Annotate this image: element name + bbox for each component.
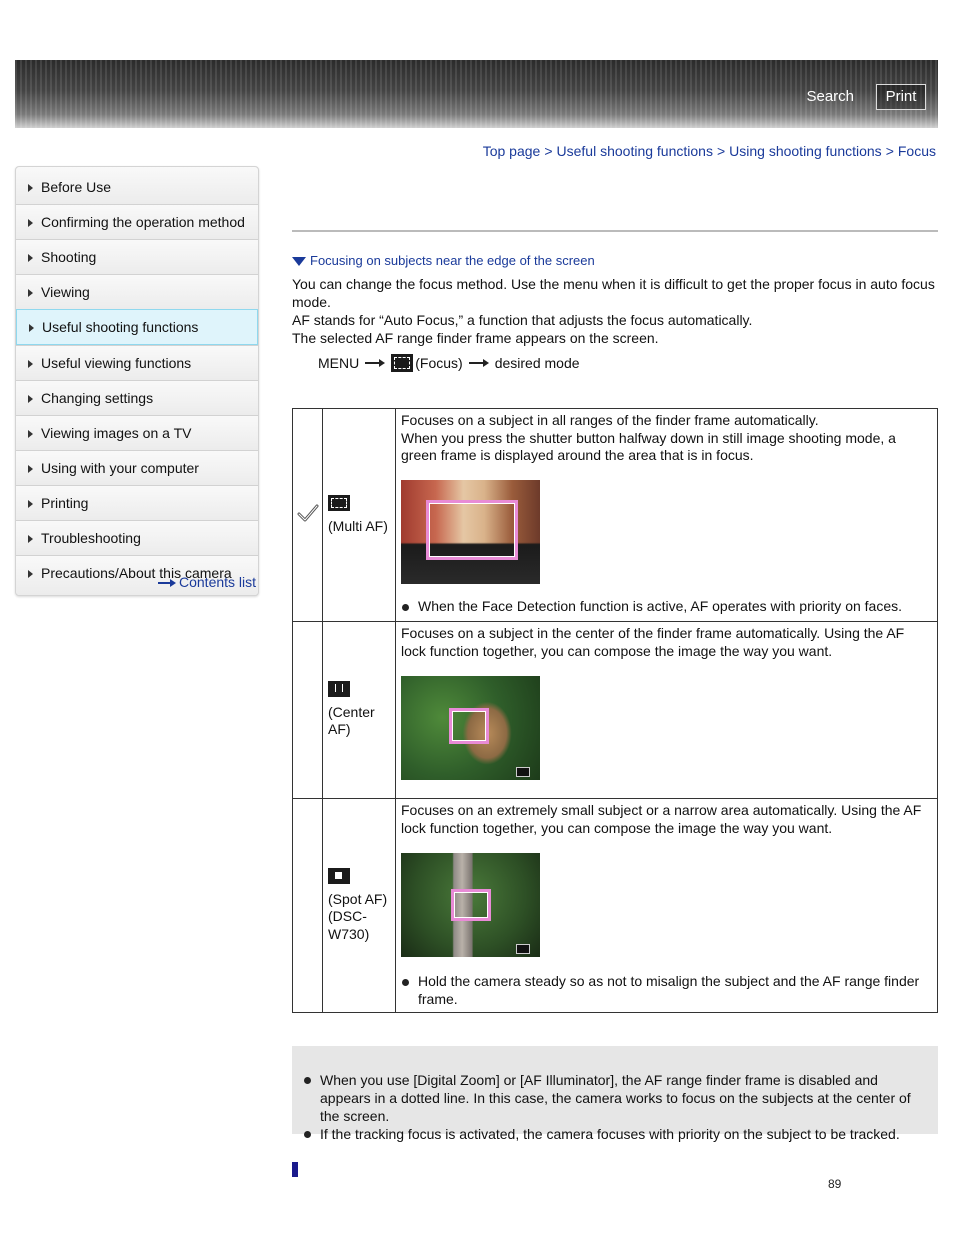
menu-path (318, 354, 580, 372)
breadcrumb-top-page[interactable]: Top page (482, 143, 541, 159)
sidebar-item-viewing[interactable] (16, 274, 258, 309)
print-button[interactable]: Print (876, 84, 926, 110)
arrow-right-icon (28, 465, 33, 473)
title-divider (292, 230, 938, 232)
search-button[interactable]: Search (806, 88, 854, 105)
section-link-edge-focus[interactable] (292, 253, 595, 268)
header-bar (15, 60, 938, 128)
intro-paragraph: You can change the focus method. Use the menu when it is difficult to get the proper focus in auto focus mode. (292, 276, 935, 310)
sidebar-item-shooting[interactable] (16, 239, 258, 274)
arrow-right-icon (28, 360, 33, 368)
check-icon (297, 503, 319, 523)
sidebar-item-label: Confirming the operation method (41, 214, 245, 230)
menu-label: MENU (318, 355, 360, 371)
triangle-down-icon (292, 257, 306, 266)
sidebar-nav (15, 166, 259, 596)
sidebar-item-label: Useful shooting functions (42, 319, 199, 335)
notes-box (292, 1046, 938, 1142)
mode-note: When the Face Detection function is active, AF operates with priority on faces. (401, 598, 932, 616)
contents-list-link[interactable] (158, 574, 256, 590)
breadcrumb-useful-shooting[interactable]: Useful shooting functions (556, 143, 713, 159)
arrow-right-icon (28, 430, 33, 438)
sidebar-item-label: Before Use (41, 179, 112, 195)
desired-mode-label: desired mode (494, 355, 580, 371)
mode-description: Focuses on a subject in the center of the finder frame automatically. Using the AF lock function together, you can compose the image the way you want. (401, 625, 905, 659)
table-row (293, 622, 938, 799)
description-cell (396, 409, 938, 622)
breadcrumb-focus[interactable]: Focus (897, 143, 936, 159)
arrow-right-icon (28, 289, 33, 297)
mode-description: Focuses on a subject in all ranges of the finder frame automatically. When you press the shutter button halfway down in still image shooting mode, a green frame is displayed around the area that is in focus. (401, 412, 896, 463)
breadcrumb-separator: > (544, 143, 553, 159)
spot-af-icon (516, 944, 530, 954)
af-frame (449, 708, 489, 744)
section-marker (292, 1162, 298, 1177)
focus-label: (Focus) (415, 355, 463, 371)
af-frame (426, 500, 518, 560)
intro-text (292, 275, 938, 347)
mode-note: Hold the camera steady so as not to misalign the subject and the AF range finder frame. (401, 973, 932, 1008)
sidebar-item-useful-viewing[interactable] (16, 345, 258, 380)
table-row (293, 409, 938, 622)
focus-icon (391, 354, 413, 372)
sidebar-item-before-use[interactable] (16, 167, 258, 204)
breadcrumb-using-shooting[interactable]: Using shooting functions (729, 143, 882, 159)
mode-label: (Center AF) (328, 703, 375, 738)
arrow-right-icon (28, 535, 33, 543)
arrow-right-icon (28, 184, 33, 192)
center-af-icon (328, 681, 350, 697)
sidebar-item-label: Troubleshooting (41, 530, 141, 546)
default-cell (293, 622, 323, 799)
arrow-right-icon (28, 219, 33, 227)
sidebar-item-label: Printing (41, 495, 89, 511)
sidebar-item-label: Useful viewing functions (41, 355, 192, 371)
default-cell (293, 409, 323, 622)
spot-af-icon (328, 868, 350, 884)
sidebar-item-computer[interactable] (16, 450, 258, 485)
sidebar-item-troubleshooting[interactable] (16, 520, 258, 555)
arrow-right-icon (29, 324, 34, 332)
breadcrumb-separator: > (716, 143, 726, 159)
sidebar-item-useful-shooting[interactable] (16, 309, 258, 345)
focus-mode-table (292, 408, 938, 1013)
arrow-right-icon (469, 359, 489, 367)
list-item: If the tracking focus is activated, the camera focuses with priority on the subject to be tracked. (304, 1125, 930, 1143)
mode-label: (Spot AF) (DSC-W730) (328, 890, 388, 942)
description-cell (396, 622, 938, 799)
sidebar-item-printing[interactable] (16, 485, 258, 520)
af-frame (451, 889, 491, 921)
sample-photo-bird (401, 853, 540, 957)
intro-paragraph: AF stands for “Auto Focus,” a function that adjusts the focus automatically. (292, 312, 753, 328)
mode-cell (323, 622, 396, 799)
breadcrumb-separator: > (885, 143, 894, 159)
sidebar-item-label: Using with your computer (41, 460, 199, 476)
arrow-right-icon (28, 395, 33, 403)
contents-list-label: Contents list (179, 574, 257, 590)
sample-photo-gondola (401, 480, 540, 584)
intro-paragraph: The selected AF range finder frame appears on the screen. (292, 330, 659, 346)
sidebar-item-label: Viewing images on a TV (41, 425, 192, 441)
sample-photo-cat (401, 676, 540, 780)
center-af-icon (516, 767, 530, 777)
arrow-right-icon (158, 579, 176, 587)
sidebar-item-confirming-operation[interactable] (16, 204, 258, 239)
description-cell (396, 799, 938, 1013)
sidebar-item-viewing-tv[interactable] (16, 415, 258, 450)
section-link-label: Focusing on subjects near the edge of the screen (310, 253, 595, 268)
sidebar-item-label: Changing settings (41, 390, 154, 406)
arrow-right-icon (365, 359, 385, 367)
mode-cell (323, 409, 396, 622)
breadcrumb (483, 143, 936, 159)
mode-label: (Multi AF) (328, 517, 388, 534)
sidebar-item-label: Shooting (41, 249, 97, 265)
arrow-right-icon (28, 254, 33, 262)
arrow-right-icon (28, 500, 33, 508)
list-item: When you use [Digital Zoom] or [AF Illuminator], the AF range finder frame is disabled and appears in a dotted line. In this case, the camera works to focus on the subjects at the center of the screen. (304, 1071, 930, 1125)
mode-cell (323, 799, 396, 1013)
page-number: 89 (828, 1177, 842, 1191)
arrow-right-icon (28, 570, 33, 578)
sidebar-item-changing-settings[interactable] (16, 380, 258, 415)
mode-description: Focuses on an extremely small subject or a narrow area automatically. Using the AF lock function together, you can compose the image the way you want. (401, 802, 922, 836)
multi-af-icon (328, 495, 350, 511)
table-row (293, 799, 938, 1013)
notes-list (292, 1046, 938, 1143)
sidebar-item-label: Viewing (41, 284, 90, 300)
sidebar-item-label: Precautions/About this camera (41, 565, 232, 581)
default-cell (293, 799, 323, 1013)
